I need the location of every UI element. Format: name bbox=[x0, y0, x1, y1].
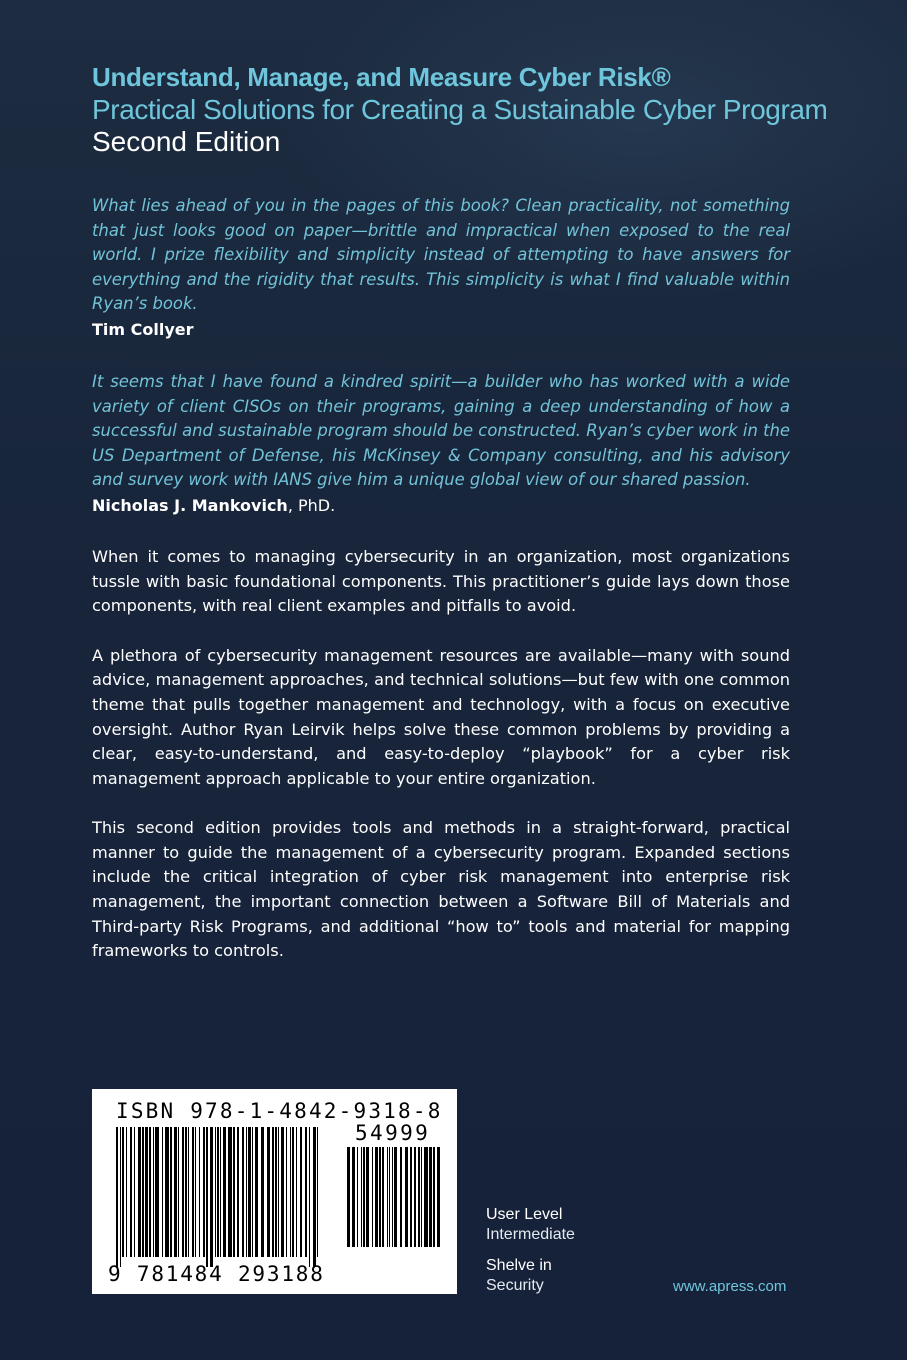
barcode-bar bbox=[387, 1147, 388, 1247]
barcode-bar bbox=[305, 1127, 307, 1257]
barcode-bar bbox=[361, 1147, 362, 1247]
barcode-bar bbox=[215, 1127, 216, 1257]
barcode-bar bbox=[347, 1147, 350, 1247]
ean-bars bbox=[116, 1127, 322, 1267]
barcode-bar bbox=[286, 1127, 287, 1257]
ean-digits: 9 781484 293188 bbox=[108, 1262, 325, 1286]
book-edition: Second Edition bbox=[92, 126, 281, 157]
barcode-bar bbox=[418, 1147, 420, 1247]
barcode-bar bbox=[424, 1147, 428, 1247]
barcode-bar bbox=[366, 1147, 369, 1247]
barcode-bar bbox=[246, 1127, 247, 1257]
endorsement-author-1 bbox=[92, 318, 790, 342]
description-paragraph-3: This second edition provides tools and methods in a straight-forward, practical manner to guide the management of a cybersecurity program. Expanded sections include the critical integration of cyber risk management into enterprise risk management, the important connection between a Software Bill of Materials and Third-party Risk Programs, and additional “how to” tools and material for mapping frameworks to controls. bbox=[92, 818, 790, 961]
barcode-bar bbox=[317, 1127, 318, 1257]
isbn-label: ISBN 978-1-4842-9318-8 bbox=[116, 1099, 443, 1123]
barcode-bar bbox=[300, 1127, 302, 1257]
title-block bbox=[92, 62, 828, 157]
barcode-bar bbox=[165, 1127, 169, 1257]
barcode-bar bbox=[237, 1127, 239, 1257]
addon-bars bbox=[347, 1147, 443, 1257]
barcode-bar bbox=[192, 1127, 194, 1257]
barcode-bar bbox=[138, 1127, 141, 1257]
barcode-bar bbox=[357, 1147, 358, 1247]
barcode-bar bbox=[217, 1127, 219, 1257]
barcode-bar bbox=[195, 1127, 196, 1257]
description-paragraph-2: A plethora of cybersecurity management resources are available—many with sound advice, management approaches, and technical solutions—but few with one common theme that pulls together management and technology, with a focus on executive oversight. Author Ryan Leirvik helps solve these common problems by providing a clear, easy-to-understand, and easy-to-deploy “playbook” for a cyber risk management approach applicable to your entire organization. bbox=[92, 645, 790, 788]
ean-bars-graphic bbox=[116, 1127, 322, 1267]
barcode-bar bbox=[188, 1127, 189, 1257]
barcode-bar bbox=[267, 1127, 270, 1257]
price-code: 54999 bbox=[355, 1121, 431, 1145]
endorsement-quote-2: It seems that I have found a kindred spirit—a builder who has worked with a wide variety of client CISOs on their programs, gaining a deep understanding of how a successful and sustainable program should be constructed. Ryan’s cyber work in the US Department of Defense, his McKinsey & Company consulting, and his advisory and survey work with IANS give him a unique global view of our shared passion. bbox=[92, 371, 790, 490]
barcode-bar bbox=[433, 1147, 435, 1247]
barcode-bar bbox=[220, 1127, 221, 1257]
barcode-bar bbox=[185, 1127, 187, 1257]
addon-bars-graphic bbox=[347, 1147, 443, 1257]
barcode-bar bbox=[248, 1127, 251, 1257]
barcode-bar bbox=[292, 1127, 294, 1257]
barcode-bar bbox=[275, 1127, 277, 1257]
barcode-bar bbox=[394, 1147, 397, 1247]
barcode-bar bbox=[255, 1127, 258, 1257]
barcode-bar bbox=[363, 1147, 365, 1247]
barcode-bar bbox=[392, 1147, 393, 1247]
barcode-bar bbox=[170, 1127, 172, 1257]
barcode-bar bbox=[210, 1127, 213, 1267]
endorsement-author-2 bbox=[92, 494, 790, 518]
barcode-bar bbox=[149, 1127, 151, 1257]
author-name: Nicholas J. Mankovich bbox=[92, 495, 288, 515]
book-title: Understand, Manage, and Measure Cyber Risk® bbox=[92, 62, 671, 92]
barcode-bar bbox=[375, 1147, 378, 1247]
barcode-bar bbox=[153, 1127, 154, 1257]
shelve-value: Security bbox=[486, 1277, 544, 1294]
cover-content bbox=[92, 62, 828, 964]
barcode-bar bbox=[182, 1127, 184, 1257]
barcode-bar bbox=[313, 1127, 316, 1267]
barcode-bar bbox=[116, 1127, 118, 1267]
barcode-bar bbox=[174, 1127, 177, 1257]
barcode-bar bbox=[252, 1127, 253, 1257]
barcode-bar bbox=[382, 1147, 384, 1247]
barcode-bar bbox=[400, 1147, 402, 1247]
barcode-bar bbox=[233, 1127, 235, 1257]
user-level-label: User Level bbox=[486, 1206, 563, 1223]
barcode-bar bbox=[206, 1127, 208, 1267]
barcode-bar bbox=[155, 1127, 159, 1257]
barcode-bar bbox=[145, 1127, 148, 1257]
endorsement-quote-1: What lies ahead of you in the pages of this book? Clean practicality, not something that just looks good on paper—brittle and impractical when exposed to the real world. I prize flexibility and simplicity instead of attempting to have answers for everything and the rigidity that results. This simplicity is what I find valuable within Ryan’s book. bbox=[92, 196, 790, 314]
barcode-bar bbox=[199, 1127, 200, 1257]
barcode-bar bbox=[261, 1127, 264, 1257]
barcode-bar bbox=[272, 1127, 274, 1257]
author-credential: , PhD. bbox=[287, 495, 336, 515]
barcode-bar bbox=[290, 1127, 291, 1257]
barcode-bar bbox=[134, 1127, 135, 1257]
barcode-bar bbox=[228, 1127, 232, 1257]
barcode-bar bbox=[309, 1127, 310, 1267]
barcode-bar bbox=[278, 1127, 279, 1257]
barcode-bar bbox=[429, 1147, 432, 1247]
book-metadata bbox=[486, 1205, 575, 1296]
publisher-website[interactable]: www.apress.com bbox=[673, 1278, 787, 1295]
barcode-bar bbox=[142, 1127, 144, 1257]
barcode-bar bbox=[379, 1147, 381, 1247]
barcode-bar bbox=[242, 1127, 244, 1257]
barcode-bar bbox=[281, 1127, 284, 1257]
author-name: Tim Collyer bbox=[92, 319, 194, 339]
barcode-bar bbox=[414, 1147, 416, 1247]
user-level-value: Intermediate bbox=[486, 1226, 575, 1243]
barcode-bar bbox=[126, 1127, 127, 1257]
barcode-bar bbox=[437, 1147, 440, 1247]
barcode-bar bbox=[421, 1147, 422, 1247]
barcode-bar bbox=[296, 1127, 297, 1257]
barcode-bar bbox=[410, 1147, 412, 1247]
barcode-bar bbox=[203, 1127, 205, 1257]
shelve-label: Shelve in bbox=[486, 1257, 552, 1274]
barcode-bar bbox=[120, 1127, 121, 1267]
book-subtitle: Practical Solutions for Creating a Sustainable Cyber Program bbox=[92, 94, 828, 125]
barcode-bar bbox=[178, 1127, 179, 1257]
description-paragraph-1: When it comes to managing cybersecurity in an organization, most organizations tussle with basic foundational components. This practitioner’s guide lays down those components, with real client examples and pitfalls to avoid. bbox=[92, 546, 790, 616]
barcode-bar bbox=[372, 1147, 373, 1247]
barcode-bar bbox=[223, 1127, 226, 1257]
barcode-bar bbox=[405, 1147, 408, 1247]
barcode-bar bbox=[389, 1147, 390, 1247]
barcode-bar bbox=[122, 1127, 124, 1257]
barcode-bar bbox=[352, 1147, 355, 1247]
barcode-bar bbox=[162, 1127, 163, 1257]
barcode-bar bbox=[130, 1127, 132, 1257]
isbn-barcode bbox=[92, 1089, 457, 1294]
